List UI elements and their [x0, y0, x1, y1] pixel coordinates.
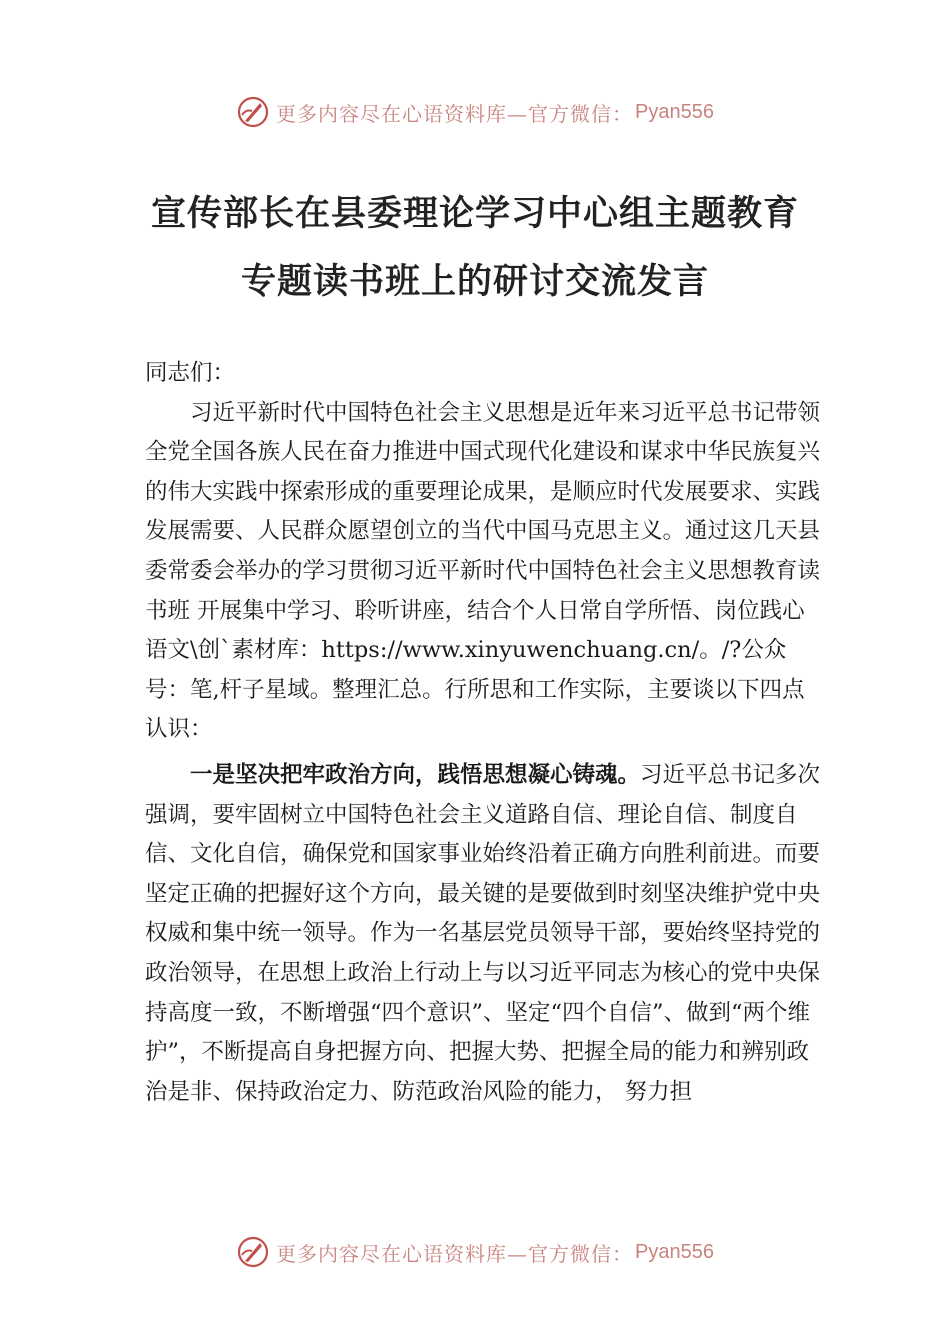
paragraph-2-text: 习近平总书记多次强调，要牢固树立中国特色社会主义道路自信、理论自信、制度自信、文化自信，确保党和国家事业始终沿着正确方向胜利前进。而要坚定正确的把握好这个方向，最关键的是要做到时刻坚决维护党中央权威和集中统一领导。作为一名基层党员领导干部，要始终坚持党的政治领导，在思想上政治上行动上与以习近平同志为核心的党中央保持高度一致，不断增强“四个意识”、坚定“四个自信”、做到“两个维护”，不断提高自身把握方向、把握大势、把握全局的能力和辨别政治是非、保持政治定力、防范政治风险的能力， 努力担 [145, 761, 821, 1105]
quill-logo-icon [236, 1235, 270, 1269]
watermark-banner-bottom [0, 1232, 950, 1272]
greeting: 同志们： [145, 360, 236, 386]
document-title-line1: 宣传部长在县委理论学习中心组主题教育 [150, 193, 799, 234]
paragraph-2-lead: 一是坚决把牢政治方向，践悟思想凝心铸魂。 [190, 761, 641, 788]
quill-logo-icon [236, 95, 270, 129]
document-body [145, 354, 821, 1112]
paragraph-2 [145, 756, 821, 1112]
watermark-text: 更多内容尽在心语资料库—官方微信： [276, 1241, 634, 1266]
document-title-line2: 专题读书班上的研讨交流发言 [240, 261, 709, 302]
watermark-wechat-id: Pyan556 [635, 1240, 714, 1263]
paragraph-1: 习近平新时代中国特色社会主义思想是近年来习近平总书记带领全党全国各族人民在奋力推进中国式现代化建设和谋求中华民族复兴的伟大实践中探索形成的重要理论成果，是顺应时代发展要求、实践发展需要、人民群众愿望创立的当代中国马克思主义。通过这几天县委常委会举办的学习贯彻习近平新时代中国特色社会主义思想教育读书班 开展集中学习、聆听讲座，结合个人日常自学所悟、岗位践心语文\创`素材库：https://www.xinyuwenchuang.cn/。/?公众号：笔,杆子星域。整理汇总。行所思和工作实际，主要谈以下四点认识： [145, 399, 821, 743]
watermark-wechat-id: Pyan556 [635, 100, 714, 123]
watermark-banner-top [0, 92, 950, 132]
watermark-text: 更多内容尽在心语资料库—官方微信： [276, 101, 634, 126]
